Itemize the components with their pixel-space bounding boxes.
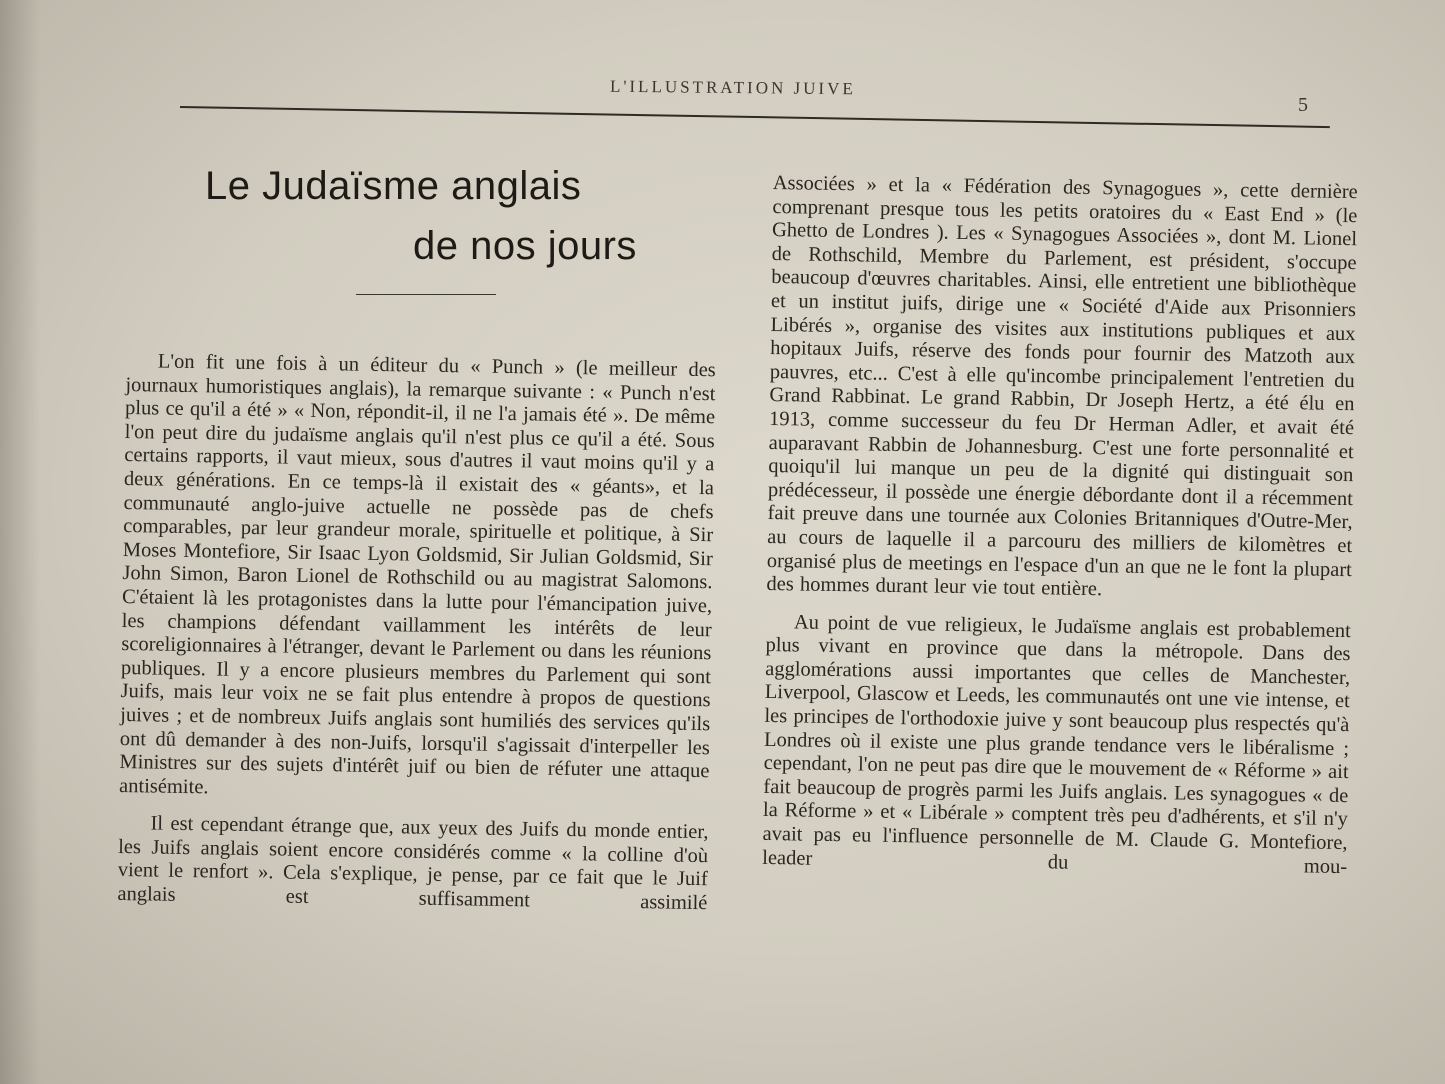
page-number: 5 — [1298, 94, 1308, 116]
right-paragraph-1: Associées » et la « Fédération des Synagogues », cette dernière comprenant presque tous les petits oratoires du « East End » (le Ghetto de Londres ). Les « Synagogues Associées », dont M. Lionel de Rothschild, Membre du Parlement, est président, s'occupe beaucoup d'œuvres charitables. Ainsi, elle entretient une bibliothèque et un institut juifs, dirige une « Société d'Aide aux Prisonniers Libérés », organise des visites aux institutions publiques et aux hopitaux Juifs, réserve des fonds pour fournir des Matzoth aux pauvres, etc... C'est à elle qu'incombe principalement l'entretien du Grand Rabbinat. Le grand Rabbin, Dr Joseph Hertz, a été élu en 1913, comme successeur du feu Dr Herman Adler, et avait été auparavant Rabbin de Johannesburg. C'est une forte personnalité et quoiqu'il lui manque un peu de la dignité qui distinguait son prédécesseur, il possède une énergie débordante dont il a récemment fait preuve dans une tournée aux Colonies Britanniques d'Outre-Mer, au cours de laquelle il a parcouru des milliers de kilomètres et organisé plus de meetings en l'espace d'un an que ne le font la plupart des hommes durant leur vie tout entière. — [766, 172, 1358, 601]
article-title-line1: Le Judaïsme anglais — [205, 164, 582, 208]
page-shadow — [0, 0, 40, 1084]
running-head: L'ILLUSTRATION JUIVE — [609, 76, 856, 99]
header-rule — [180, 106, 1330, 128]
left-paragraph-2: Il est cependant étrange que, aux yeux des Juifs du monde entier, les Juifs anglais soient encore considérés comme « la colline d'où vient le renfort ». Cela s'explique, je pense, par ce fait que le Juif anglais est suffisamment assimilé — [117, 812, 709, 915]
right-column — [762, 172, 1358, 879]
left-column — [117, 350, 716, 916]
article-title-line2: de nos jours — [413, 224, 637, 268]
left-paragraph-1: L'on fit une fois à un éditeur du « Punch » (le meilleur des journaux humoristiques anglais), la remarque suivante : « Punch n'est plus ce qu'il a été » « Non, répondit-il, il ne l'a jamais été ». De même l'on peut dire du judaïsme anglais qu'il n'est plus ce qu'il a été. Sous certains rapports, il vaut mieux, sous d'autres il vaut moins qu'il y a deux générations. En ce temps-là il existait des « géants», et la communauté anglo-juive actuelle ne possède pas de chefs comparables, par leur grandeur morale, spirituelle et politique, à Sir Moses Montefiore, Sir Isaac Lyon Goldsmid, Sir Julian Goldsmid, Sir John Simon, Baron Lionel de Rothschild ou au magistrat Salomons. C'étaient là les protagonistes dans la lutte pour l'émancipation juive, les champions défendant vaillamment les intérêts de leur scoreligionnaires à l'étranger, devant le Parlement ou dans les réunions publiques. Il y a encore plusieurs membres du Parlement qui sont Juifs, mais leur voix ne se fait plus entendre à propos de questions juives ; et de nombreux Juifs anglais sont humiliés des services qu'ils ont dû demander à des non-Juifs, lorsqu'il s'agissait d'interpeller les Ministres sur des sujets d'intérêt juif ou bien de réfuter une attaque antisémite. — [118, 350, 716, 799]
right-paragraph-2: Au point de vue religieux, le Judaïsme anglais est probablement plus vivant en province que dans la métropole. Dans des agglomérations aussi importantes que celles de Manchester, Liverpool, Glascow et Leeds, les communautés ont une vie intense, et les principes de l'orthodoxie juive y sont beaucoup plus respectés qu'à Londres où il existe une plus grande tendance vers le libéralisme ; cependant, l'on ne peut pas dire que le mouvement de « Réforme » ait fait beaucoup de progrès parmi les Juifs anglais. Les synagogues « de la Réforme » et « Libérale » comptent très peu d'adhérents, et s'il n'y avait pas eu l'influence personnelle de M. Claude G. Montefiore, leader du mou- — [762, 611, 1352, 878]
title-rule — [356, 294, 496, 295]
